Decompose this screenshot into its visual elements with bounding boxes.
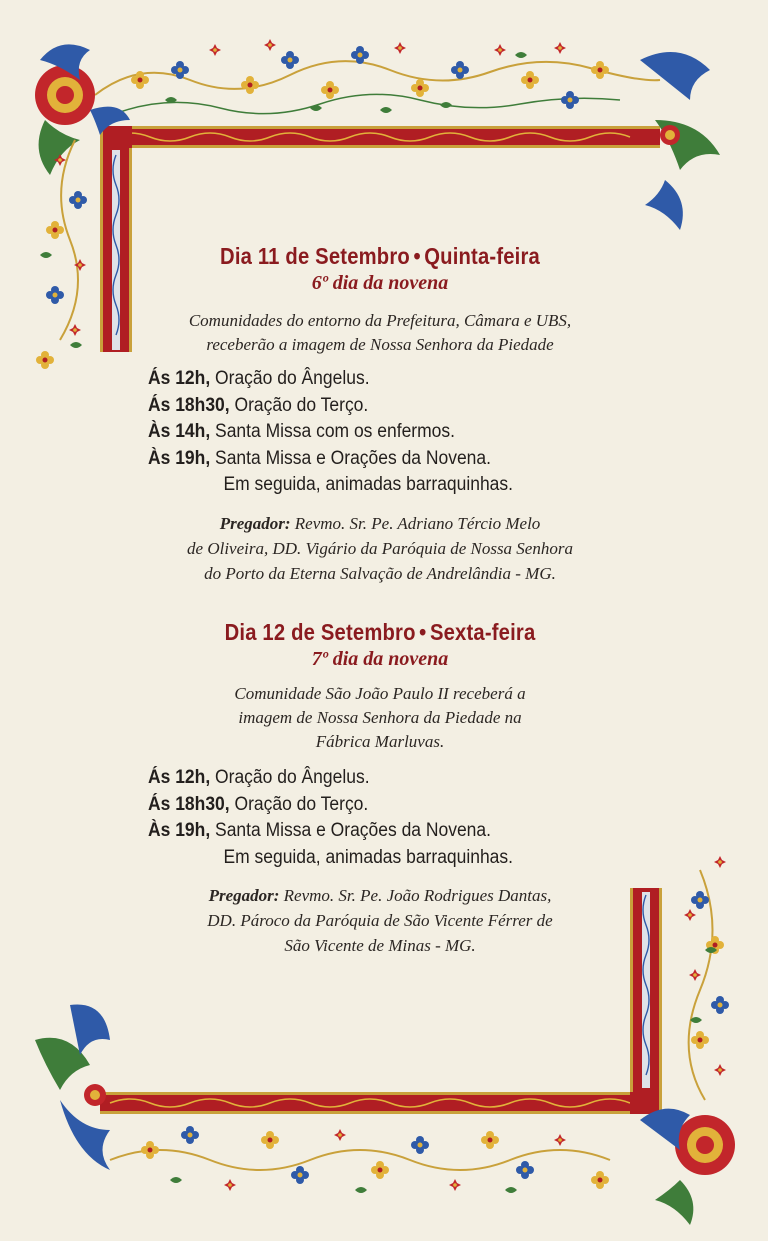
day1-community: [100, 309, 660, 357]
day1-preacher-line: [100, 511, 660, 536]
schedule-text: Santa Missa e Orações da Novena.: [215, 447, 491, 469]
day2-weekday: Sexta-feira: [429, 619, 536, 645]
schedule-item: [148, 366, 626, 393]
schedule-time: Ás 12h,: [148, 368, 211, 389]
schedule-item: [148, 792, 626, 819]
day2-community-line: Comunidade São João Paulo II receberá a: [234, 684, 526, 703]
day2-title: [134, 618, 627, 646]
preacher-text: Revmo. Sr. Pe. Adriano Tércio Melo: [294, 514, 541, 533]
day2-novena-label: 7º dia da novena: [311, 648, 449, 670]
schedule-item: [148, 818, 626, 845]
day1-preacher-line: do Porto da Eterna Salvação de Andrelândia - MG.: [204, 564, 556, 583]
preacher-text: Revmo. Sr. Pe. João Rodrigues Dantas,: [283, 886, 552, 905]
schedule-time: Ás 18h30,: [148, 394, 230, 416]
preacher-label: Pregador:: [219, 514, 291, 533]
schedule-item: [148, 765, 626, 792]
schedule-continuation: Em seguida, animadas barraquinhas.: [223, 846, 514, 868]
day1-date: Dia 11 de Setembro: [220, 243, 410, 269]
day1-novena-label: 6º dia da novena: [311, 272, 449, 294]
day2-separator: •: [419, 619, 427, 645]
schedule-time: Ás 18h30,: [148, 793, 230, 815]
day2-preacher-line: [100, 883, 660, 908]
schedule-text: Oração do Ângelus.: [215, 767, 370, 788]
day1-community-line: Comunidades do entorno da Prefeitura, Câmara e UBS,: [188, 311, 572, 330]
day1-weekday: Quinta-feira: [424, 243, 540, 269]
preacher-label: Pregador:: [208, 886, 280, 905]
schedule-time: Ás 12h,: [148, 767, 211, 788]
schedule-text: Oração do Terço.: [234, 394, 369, 416]
day2-date: Dia 12 de Setembro: [224, 619, 416, 645]
schedule-text: Oração do Terço.: [234, 793, 369, 815]
day2-preacher-line: DD. Pároco da Paróquia de São Vicente Férrer de: [207, 911, 553, 930]
day1-preacher: [100, 511, 660, 586]
day2-header: [100, 618, 660, 672]
day1-title: [134, 242, 627, 270]
day2-preacher-line: São Vicente de Minas - MG.: [284, 936, 476, 955]
schedule-item: [148, 393, 626, 420]
day1-schedule: [148, 366, 668, 499]
day1-preacher-line: de Oliveira, DD. Vigário da Paróquia de Nossa Senhora: [187, 539, 573, 558]
schedule-continuation: Em seguida, animadas barraquinhas.: [223, 474, 514, 495]
schedule-time: Às 14h,: [148, 421, 211, 442]
schedule-time: Às 19h,: [148, 820, 211, 841]
schedule-time: Às 19h,: [148, 447, 211, 469]
day2-preacher: [100, 883, 660, 958]
schedule-text: Oração do Ângelus.: [215, 368, 370, 389]
schedule-item: [148, 446, 626, 473]
schedule-text: Santa Missa e Orações da Novena.: [215, 820, 491, 841]
day2-community-line: Fábrica Marluvas.: [315, 732, 445, 751]
day2-community: [100, 682, 660, 754]
day1-header: [100, 242, 660, 296]
schedule-text: Santa Missa com os enfermos.: [215, 421, 456, 442]
day1-separator: •: [413, 243, 421, 269]
day2-schedule: [148, 765, 668, 871]
day2-community-line: imagem de Nossa Senhora da Piedade na: [238, 708, 522, 727]
schedule-item: [148, 419, 626, 446]
day1-community-line: receberão a imagem de Nossa Senhora da Piedade: [206, 335, 554, 354]
